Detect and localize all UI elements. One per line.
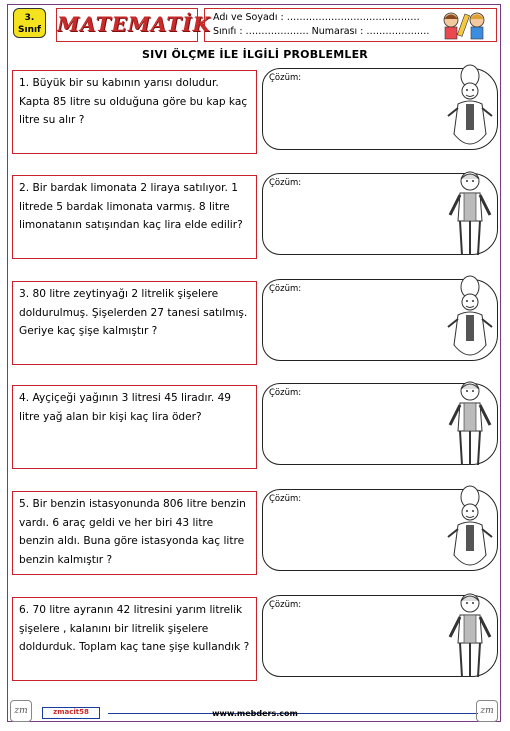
class-line: Sınıfı : ……………….. Numarası : …………….….: [213, 26, 430, 37]
problem-box: 4. Ayçiçeği yağının 3 litresi 45 liradır. 49 litre yağ alan bir kişi kaç lira öder?: [12, 385, 257, 469]
grade-label: Sınıf: [18, 25, 41, 35]
dervish-character-icon: [442, 64, 498, 156]
solution-label: Çözüm:: [269, 494, 302, 504]
dervish-character-icon: [442, 275, 498, 367]
problem-box: 3. 80 litre zeytinyağı 2 litrelik şişelere doldurulmuş. Şişelerden 27 tanesi satılmış. Geriye kaç şişe kalmıştır ?: [12, 281, 257, 365]
kids-with-pencil-icon: [437, 10, 495, 40]
student-info-box: [204, 8, 497, 42]
solution-label: Çözüm:: [269, 178, 302, 188]
name-line: Adı ve Soyadı : ……………………………………: [213, 12, 420, 23]
zm-logo-icon: zm: [476, 700, 498, 722]
subject-title: MATEMATİK: [56, 8, 198, 42]
boy-in-vest-character-icon: [442, 169, 498, 261]
problem-box: 1. Büyük bir su kabının yarısı doludur. Kapta 85 litre su olduğuna göre bu kap kaç litre su alır ?: [12, 70, 257, 154]
worksheet-title: SIVI ÖLÇME İLE İLGİLİ PROBLEMLER: [142, 48, 368, 61]
solution-label: Çözüm:: [269, 600, 302, 610]
problem-box: 2. Bir bardak limonata 2 liraya satılıyor. 1 litrede 5 bardak limonata varmış. 8 litre limonatanın satışından kaç lira elde edilir?: [12, 175, 257, 259]
boy-in-vest-character-icon: [442, 591, 498, 683]
dervish-character-icon: [442, 485, 498, 577]
boy-in-vest-character-icon: [442, 379, 498, 471]
problem-box: 6. 70 litre ayranın 42 litresini yarım litrelik şişelere , kalanını bir litrelik şişelere doldurduk. Toplam kaç tane şişe kullandık ?: [12, 597, 257, 681]
grade-badge: [13, 8, 46, 38]
footer-site: www.mebders.com: [212, 709, 298, 718]
grade-number: 3.: [24, 13, 35, 23]
footer-tag: zmacit58: [42, 707, 100, 719]
zm-logo-icon: zm: [10, 700, 32, 722]
solution-label: Çözüm:: [269, 73, 302, 83]
solution-label: Çözüm:: [269, 284, 302, 294]
problem-box: 5. Bir benzin istasyonunda 806 litre benzin vardı. 6 araç geldi ve her biri 43 litre benzin aldı. Buna göre istasyonda kaç litre benzin kalmıştır ?: [12, 491, 257, 575]
solution-label: Çözüm:: [269, 388, 302, 398]
